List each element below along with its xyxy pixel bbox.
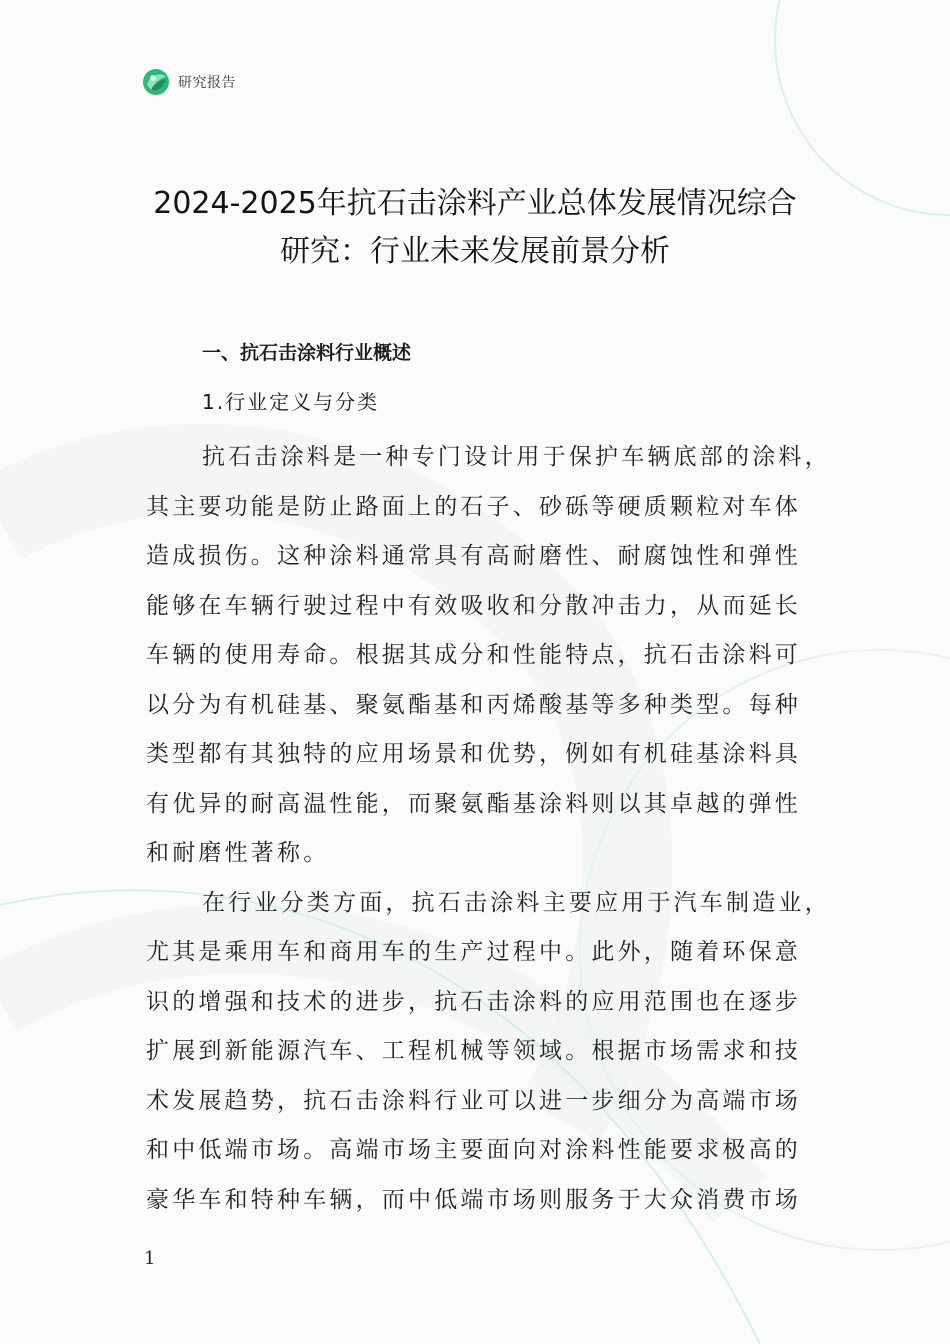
text-line: 术发展趋势，抗石击涂料行业可以进一步细分为高端市场: [146, 1087, 801, 1114]
text-line: 能够在车辆行驶过程中有效吸收和分散冲击力，从而延长: [146, 592, 801, 619]
text-line: 豪华车和特种车辆，而中低端市场则服务于大众消费市场: [146, 1186, 801, 1213]
paragraph-1: [146, 433, 831, 879]
title-line-2: 研究：行业未来发展前景分析: [280, 234, 670, 269]
text-line: 车辆的使用寿命。根据其成分和性能特点，抗石击涂料可: [146, 642, 801, 668]
report-label: 研究报告: [178, 75, 236, 91]
text-line: 以分为有机硅基、聚氨酯基和丙烯酸基等多种类型。每种: [146, 691, 801, 718]
document-title: [0, 180, 950, 276]
text-line: 在行业分类方面，抗石击涂料主要应用于汽车制造业，: [202, 889, 831, 916]
paragraph-2: [146, 879, 831, 1226]
title-line-1: 2024-2025年抗石击涂料产业总体发展情况综合: [153, 186, 797, 221]
text-line: 类型都有其独特的应用场景和优势，例如有机硅基涂料具: [146, 741, 801, 767]
section-heading: 一、抗石击涂料行业概述: [202, 342, 412, 364]
sub-heading: 1.行业定义与分类: [202, 390, 380, 414]
text-line: 抗石击涂料是一种专门设计用于保护车辆底部的涂料，: [202, 444, 831, 470]
text-line: 扩展到新能源汽车、工程机械等领域。根据市场需求和技: [146, 1038, 801, 1064]
document-body: [146, 333, 831, 1225]
green-leaf-logo-icon: [142, 68, 170, 96]
text-line: 和耐磨性著称。: [146, 840, 330, 866]
page-number: 1: [144, 1248, 156, 1269]
text-line: 有优异的耐高温性能，而聚氨酯基涂料则以其卓越的弹性: [146, 790, 801, 817]
text-line: 尤其是乘用车和商用车的生产过程中。此外，随着环保意: [146, 939, 801, 965]
text-line: 造成损伤。这种涂料通常具有高耐磨性、耐腐蚀性和弹性: [146, 543, 801, 569]
text-line: 和中低端市场。高端市场主要面向对涂料性能要求极高的: [146, 1137, 801, 1163]
text-line: 其主要功能是防止路面上的石子、砂砾等硬质颗粒对车体: [146, 493, 801, 520]
text-line: 识的增强和技术的进步，抗石击涂料的应用范围也在逐步: [146, 988, 801, 1015]
report-header: [142, 66, 236, 98]
